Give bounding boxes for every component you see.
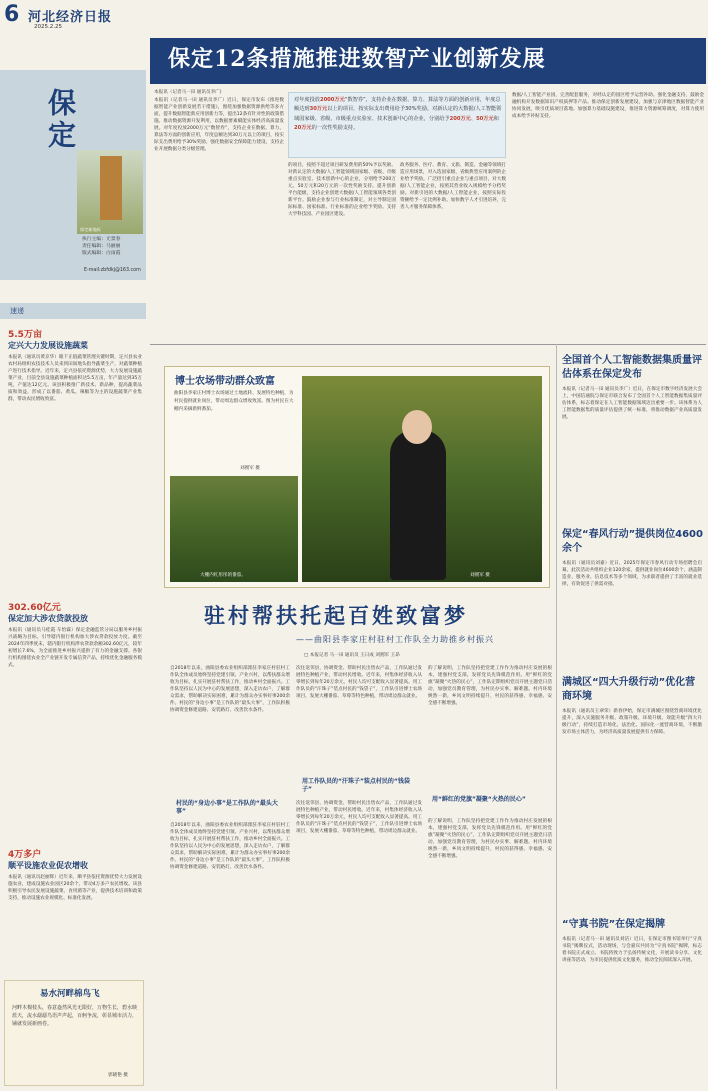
farmer-figure <box>390 430 446 580</box>
callout-part: 的一次性奖励支持。 <box>311 125 359 132</box>
main-headline[interactable]: 保定12条措施推进数智产业创新发展 <box>168 46 546 72</box>
tomato-photo <box>170 476 298 582</box>
right-article-title[interactable]: “守真书院”在保定揭牌 <box>562 919 666 930</box>
callout-number: 30万元 <box>309 106 328 113</box>
ad-author: 郭晓艳 摄 <box>108 1073 128 1078</box>
callout-number: 20万元 <box>294 125 312 132</box>
ad-title: 易水河畔棉鸟飞 <box>40 989 100 999</box>
editor-credits <box>82 236 120 257</box>
headline-column: 本报讯（记者马一田 通讯员李广）近日，保定市发布《推进数据智能产业创新发展若干措施》，围绕加强数据资源供给等多方面，提升数据智能新应用创新力等，提出12条有针对性的政策措施。推动数据资源开发利用，以数据要素赋能实体经济高质量发展。对年度投放2000万元“数智券”，支持企业在数据、算力、算法等方面的创新应用，年度总额达到30万元以上的项目，按实际支出费用给予30%奖励。强化数据安全保障能力建设，支持企业开展数据分类分级管理。 <box>154 98 284 152</box>
callout-part: “数智券”，支持企业在数据、算力、算法等方面的创新应用，年度总额达到 <box>294 97 501 113</box>
page-number: 6 <box>4 2 20 27</box>
headline-column: 数据/人工智能产业园，完善配套服务，对经认定的园区给予运营补助。强化金融支持，鼓励金融机构开发数据知识产权质押等产品。推动保定创新发展建设，加强与京津地区数据智能产业协同发展，吸引优质项目落地。加强算力基础设施建设，推进算力资源统筹调度，对算力使用成本给予补贴支持。 <box>512 93 704 119</box>
callout-part: 和 <box>493 115 499 122</box>
tomato-photo-caption: 大棚内红彤彤的番茄。 <box>200 573 246 578</box>
left-article-figure: 5.5万亩 <box>8 330 42 340</box>
left-article-title[interactable]: 顺平设施农业促农增收 <box>8 861 88 870</box>
story-column: 自2018年以来，曲阳县委农业组织部派驻李家庄村驻村工作队全体成员始终坚持党建引领、产业兴村，以帮扶群众增收为目标，扎实开展驻村帮扶工作，推动乡村全面振兴。工作队坚持以人民为中心的发展思想，深入走访农户，了解群众需求，帮助解决实际困难，累计为群众办实事好事200余件。村民的“身边小事”是工作队的“最头大事”，工作队积极协调资金修建道路、安装路灯、改善饮水条件。 <box>170 666 290 713</box>
callout-number: 2000万元 <box>319 97 345 103</box>
left-article-title[interactable]: 定兴大力发展设施蔬菜 <box>8 341 88 350</box>
left-article-figure: 4万多户 <box>8 850 42 860</box>
right-article-title[interactable]: 满城区“四大升级行动”优化营商环境 <box>562 677 696 702</box>
editor-line: 责任编辑：马丽丽 <box>82 244 121 249</box>
left-article-body: 本报讯（通讯员黄京华）眼下正值蔬菜管理关键时期，定兴县农业农村局组织农技技术人员来到田间地头指导蔬菜生产，对蔬菜种植户进行技术指导。近年来，定兴县依托资源优势，大力发展设施蔬菜产业，目前全县设施蔬菜种植面积达5.5万亩，年产量达到35万吨，产值达12亿元。该县积极推广新技术、新品种，提高蔬菜品质和效益，形成了以番茄、黄瓜、辣椒等为主的设施蔬菜产业集群，带动农民增收致富。 <box>8 355 142 402</box>
callout-part: 对年度投放 <box>294 97 320 103</box>
callout-number: 50万元 <box>476 115 494 122</box>
left-article-figure: 302.60亿元 <box>8 603 61 613</box>
right-article-body: 本报讯（通讯员王翠荣）新春伊始，保定市满城区围绕营商环境优化提升，深入实施服务升级、政策升级、环境升级、效能升级“四大升级行动”，持续打造市场化、法治化、国际化一流营商环境，不断激发市场主体活力，为经济高质量发展提供有力保障。 <box>562 709 702 735</box>
story-subhead: 用工作队员的“汗珠子”装点村民的“钱袋子” <box>302 778 410 793</box>
editor-line: 执行主编：尤景春 <box>82 237 121 242</box>
headline-column: 的项目，按照不超过项目研发费用的50%予以奖励。对新认定的大数据/人工智能领域国家级、省级、市级重点实验室、技术创新中心的企业，分别给予200万元、50万元和20万元的一次性奖励支持。提升创新平台能级，支持企业创建大数据/人工智能领域各类创新平台。鼓励企业参与行业标准制定，对主导制定国际标准、国家标准、行业标准的企业给予奖励。支持大学科技园、产业园区建设。 <box>288 163 396 217</box>
left-article-body: 本报讯（通讯员赵丽辉）近年来，顺平县依托资源优势大力发展设施农业，建成设施农业园区20余个，带动4万多户农民增收。该县积极引导农民发展设施蔬菜、食用菌等产业，提供技术培训和政策支持，推动设施农业规模化、标准化发展。 <box>8 875 142 901</box>
story-headline[interactable]: 驻村帮扶托起百姓致富梦 <box>204 603 468 628</box>
left-article-title[interactable]: 保定加大涉农贷款投放 <box>8 614 88 623</box>
right-article-body: 本报讯（记者马一田 通讯员李广）近日，在保定市数字经济发展大会上，中国信通院与保定市联合发布了全国首个人工智能数据集质量评估体系，标志着保定在人工智能数据领域迈出重要一步。该体系为人工智能数据集的质量评估提供了统一标准，将推动数据产业高质量发展。 <box>562 387 702 420</box>
section-divider <box>150 344 706 345</box>
left-article-body: 本报讯（通讯员马桂霞 车怡霖）保定金融监管分局以服务乡村振兴战略为目标，引导辖内银行机构加大涉农贷款投放力度。截至2024年四季度末，辖内银行机构涉农贷款余额302.60亿元，较年初增长7.6%，为全面推进乡村振兴提供了有力的金融支撑。各银行机构围绕农业全产业链开发专属信贷产品，持续优化金融服务模式。 <box>8 628 142 668</box>
editor-line: 版式编辑：白雨霞 <box>82 251 121 256</box>
story-byline: □ 本报记者 马一田 通讯员 王日成 刘拥军 王昂 <box>304 653 400 658</box>
right-article-body: 本报讯（通讯员刘嘉）近日，2025年保定市春风行动专场招聘会启幕，此次活动共组织企业120余家，提供就业岗位4600余个，涵盖制造业、服务业、信息技术等多个领域，为求职者提供了丰富的就业选择，有效促进了供需对接。 <box>562 561 702 587</box>
story-subtitle: ——曲阳县李家庄村驻村工作队全力助推乡村振兴 <box>296 635 494 644</box>
farm-author: 刘拥军 摄 <box>240 466 260 471</box>
callout-text <box>294 96 502 134</box>
greenhouse-photo-credit: 刘拥军 摄 <box>470 573 490 578</box>
farm-title[interactable]: 博士农场带动群众致富 <box>175 376 275 387</box>
story-column-cont: 次往返邻县，协调资金、帮助村民出售农产品，工作队通过发展特色种植产业，带动村民增收。近年来，村集体经济收入从零增长到每年20万余元，村民人均可支配收入显著提高。用工作队员的“汗珠子”装点村民的“钱袋子”，工作队引进博士农场项目，发展大棚番茄、草莓等特色种植，带动周边群众就业。 <box>296 801 422 834</box>
story-column-cont: 的了解说明，工作队坚持把党建工作作为推动村庄发展的根本，建强村党支部，发挥党员先锋模范作用。用“鲜红的党旗”凝聚“火热的民心”，工作队定期组织党员开展主题党日活动，加强党员教育管理，为村民办实事、解难题。村内环境焕然一新，乡风文明持续提升，村民的获得感、幸福感、安全感不断增强。 <box>428 819 552 859</box>
tower-caption: 保定新地标 <box>80 227 101 232</box>
speed-label: 速递 <box>10 307 24 315</box>
tower-photo-building <box>100 156 122 220</box>
right-article-title[interactable]: 全国首个人工智能数据集质量评估体系在保定发布 <box>562 355 702 380</box>
right-article-title[interactable]: 保定“春风行动”提供岗位4600余个 <box>562 529 703 554</box>
paper-date: 2025.2.25 <box>34 24 62 30</box>
column-divider <box>556 344 557 1089</box>
main-byline: 本报讯（记者马一田 通讯员李广) <box>154 90 222 95</box>
story-subhead: 村民的“身边小事”是工作队的“最头大事” <box>176 800 278 815</box>
callout-part: 、 <box>470 115 477 122</box>
story-column: 次往返邻县，协调资金、帮助村民出售农产品，工作队通过发展特色种植产业，带动村民增收。近年来，村集体经济收入从零增长到每年20万余元，村民人均可支配收入显著提高。用工作队员的“汗珠子”装点村民的“钱袋子”，工作队引进博士农场项目，发展大棚番茄、草莓等特色种植，带动周边群众就业。 <box>296 666 422 699</box>
farmer-face <box>402 410 432 444</box>
callout-number: 200万元 <box>449 115 471 122</box>
headline-column: 政务服务、医疗、教育、文旅、制造、金融等领域打造应用场景，对入选国家级、省级典型应用案例的企业给予奖励。广泛招引重点企业与重点项目，对大数据/人工智能企业，按照其营业收入规模给予分档奖励。对新引进的大数据/人工智能企业，按照实际投资额给予一定比例补助。加快数字人才引进培养，完善人才服务保障体系。 <box>400 163 506 210</box>
section-city: 保定 <box>44 88 77 152</box>
farm-caption: 曲阳县李家庄村博士农场通过土地流转、发展特色种植，为村民提供就业岗位，带动周边群众增收致富。图为村民在大棚内采摘新鲜番茄。 <box>174 391 294 412</box>
story-column: 的了解说明，工作队坚持把党建工作作为推动村庄发展的根本，建强村党支部，发挥党员先锋模范作用。用“鲜红的党旗”凝聚“火热的民心”，工作队定期组织党员开展主题党日活动，加强党员教育管理，为村民办实事、解难题。村内环境焕然一新，乡风文明持续提升，村民的获得感、幸福感、安全感不断增强。 <box>428 666 552 706</box>
right-article-body: 本报讯（记者马一田 通讯员刘洁）近日，在保定市图书馆举行“守真书院”揭牌仪式，活动现场，与会嘉宾共同为“守真书院”揭牌，标志着书院正式成立。书院将致力于弘扬传统文化，开展读书分享、文化讲座等活动，为市民提供优质文化服务，推动全民阅读深入开展。 <box>562 937 702 963</box>
story-column-cont: 自2018年以来，曲阳县委农业组织部派驻李家庄村驻村工作队全体成员始终坚持党建引领、产业兴村，以帮扶群众增收为目标，扎实开展驻村帮扶工作，推动乡村全面振兴。工作队坚持以人民为中心的发展思想，深入走访农户，了解群众需求，帮助解决实际困难，累计为群众办实事好事200余件。村民的“身边小事”是工作队的“最头大事”，工作队积极协调资金修建道路、安装路灯、改善饮水条件。 <box>170 823 290 870</box>
ad-text: 河畔木棉枝头，春意盎然风光无限好，万物生长，碧水映蓝天，流水潺潺鸟语声声起，百舸争流，彰显城市活力，铺就发展新画卷。 <box>12 1005 138 1027</box>
story-subhead: 用“鲜红的党旗”凝聚“火热的民心” <box>432 796 526 803</box>
email-address[interactable]: E-mail:zbfdkj@163.com <box>84 268 141 273</box>
paper-name: 河北经济日报 <box>28 10 113 25</box>
callout-part: 以上的项目，按实际支出费用给予30%奖励。对新认定的大数据/人工智能领域国家级、省级、市级重点实验室、技术创新中心的企业，分别给予 <box>294 106 502 122</box>
